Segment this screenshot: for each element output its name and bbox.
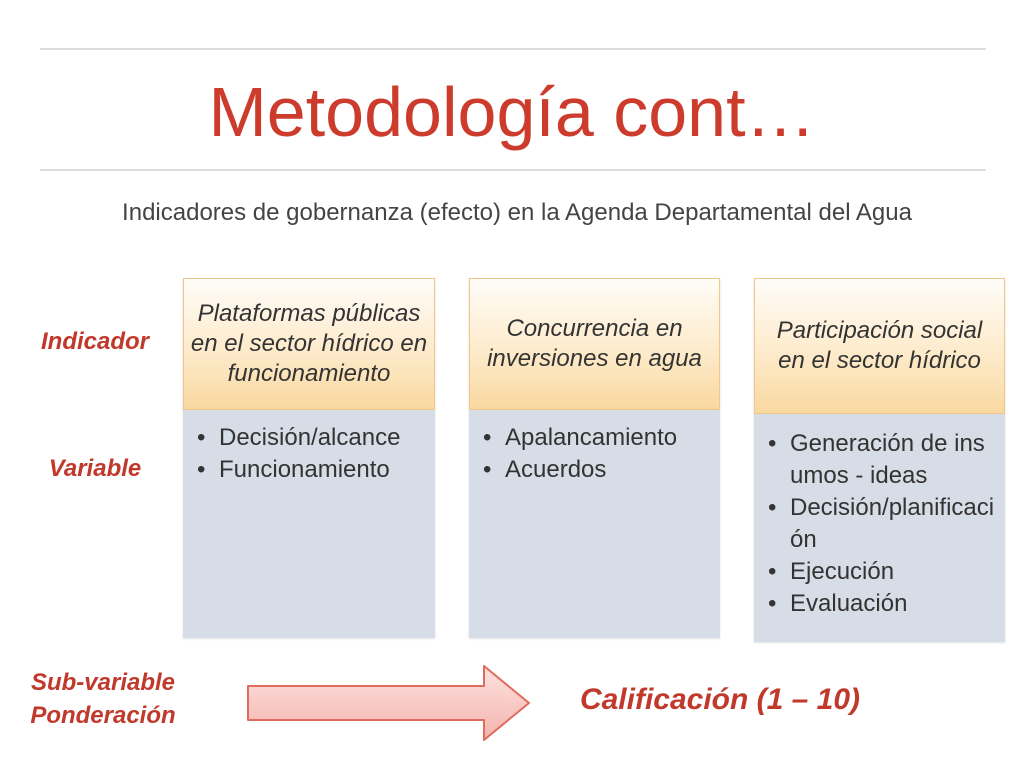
indicator-title-2: Concurrencia en inversiones en agua: [487, 315, 702, 372]
variable-item: • Decisión/alcance: [195, 422, 427, 454]
variable-item: • Decisión/planificación: [766, 492, 997, 556]
indicator-header-1: [183, 278, 435, 410]
variable-panel-1: [183, 410, 435, 638]
indicator-title-1: Plataformas públicas en el sector hídrico en funcionamiento: [190, 300, 428, 387]
variable-item: • Funcionamiento: [195, 454, 427, 486]
variable-list-3: [766, 428, 997, 620]
row-label-indicador: Indicador: [40, 328, 149, 355]
variable-list-2: [481, 422, 712, 486]
slide-title: Metodología cont…: [208, 73, 816, 151]
variable-item: • Generación de insumos - ideas: [766, 428, 997, 492]
row-label-variable: Variable: [48, 455, 142, 482]
top-divider: [40, 48, 986, 50]
variable-item: • Evaluación: [766, 588, 997, 620]
indicator-title-3: Participación social en el sector hídrico: [776, 317, 983, 374]
slide-subtitle: Indicadores de gobernanza (efecto) en la Agenda Departamental del Agua: [122, 199, 912, 226]
indicator-header-2: [469, 278, 720, 410]
variable-list-1: [195, 422, 427, 486]
indicator-header-3: [754, 278, 1005, 414]
right-arrow-icon: [246, 664, 532, 742]
title-divider: [40, 169, 986, 171]
variable-item: • Acuerdos: [481, 454, 712, 486]
row-label-subvariable: Sub-variable: [30, 669, 176, 696]
variable-panel-3: [754, 414, 1005, 642]
grading-label: Calificación (1 – 10): [579, 683, 861, 716]
row-label-ponderacion: Ponderación: [30, 702, 176, 729]
variable-item: • Ejecución: [766, 556, 997, 588]
variable-item: • Apalancamiento: [481, 422, 712, 454]
variable-panel-2: [469, 410, 720, 638]
